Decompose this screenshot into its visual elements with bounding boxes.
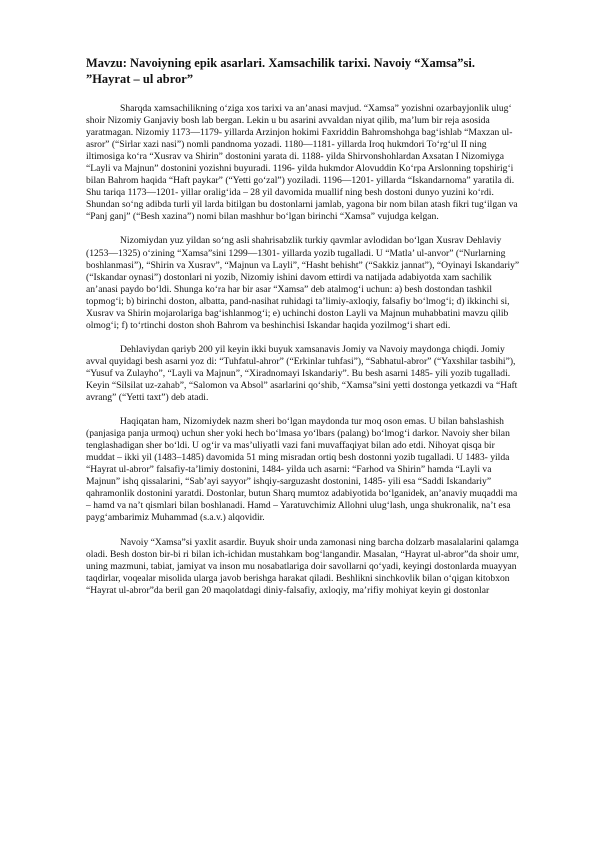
paragraph: Haqiqatan ham, Nizomiydek nazm sheri bo‘lgan maydonda tur moq oson emas. U bilan bahslashish (panjasiga panja urmoq) uchun sher yoki hech bo‘lmasa yo‘lbars (palang) bo‘lmog‘i darkor. Navoiy sher bilan tenglashadigan sher bo‘ldi. U og‘ir va mas’uliyatli vazi fani muvaffaqiyat bilan ado etdi. Nihoyat qisqa bir muddat – ikki yil (1483–1485) davomida 51 ming misradan ortiq besh dostonni yozib tugalladi. U 1483- yilda “Hayrat ul-abror” falsafiy-ta’limiy dostonini, 1484- yilda uch asarni: “Farhod va Shirin” hamda “Layli va Majnun” ishq qissalarini, “Sab’ayi sayyor” ishqiy-sarguzasht dostonini, 1485- yili esa “Saddi Iskandariy” qahramonlik dostonini yaratdi. Dostonlar, butun Sharq mumtoz adabiyotida bo‘lganidek, an’anaviy muqaddi ma – hamd va na’t qismlari bilan boshlanadi. Hamd – Yaratuvchimiz Allohni ulug‘lash, unga shukronalik, na’t esa payg‘ambarimiz Muhammad (s.a.v.) alqovidir. [86,416,518,524]
document-page [86,56,522,609]
document-title: Mavzu: Navoiyning epik asarlari. Xamsachilik tarixi. Navoiy “Xamsa”si. ”Hayrat – ul abror” [86,56,475,86]
paragraph: Dehlaviydan qariyb 200 yil keyin ikki buyuk xamsanavis Jomiy va Navoiy maydonga chiqdi. Jomiy avval quyidagi besh asarni yoz di: “Tuhfatul-ahror” (“Erkinlar tuhfasi”), “Sabhatul-abror” (“Yaxshilar tasbihi”), “Yusuf va Zulayho”, “Layli va Majnun”, “Xiradnomayi Iskandariy”. Bu besh asarni 1485- yili yozib tugalladi. Keyin “Silsilat uz-zahab”, “Salomon va Absol” asarlarini qo‘shib, “Xamsa”sini yetti dostonga yetkazdi va “Haft avrang” (“Yetti taxt”) deb atadi. [86,343,518,404]
paragraph: Navoiy “Xamsa”si yaxlit asardir. Buyuk shoir unda zamonasi ning barcha dolzarb masalalarini qalamga oladi. Besh doston bir-bi ri bilan ich-ichidan mustahkam bog‘langandir. Masalan, “Hayrat ul-abror”da shoir umr, uning mazmuni, tabiat, jamiyat va inson mu nosabatlariga doir savollarni qo‘yadi, keyingi dostonlarda muayyan taqdirlar, voqealar misolida ularga javob berishga harakat qiladi. Beshlikni sinchkovlik bilan o‘qigan kitobxon “Hayrat ul-abror”da beril gan 20 maqolatdagi diniy-falsafiy, axloqiy, ma’rifiy mohiyat keyin gi dostonlar [86,536,519,596]
paragraph: Nizomiydan yuz yildan so‘ng asli shahrisabzlik turkiy qavmlar avlodidan bo‘lgan Xusrav Dehlaviy (1253—1325) o‘zining “Xamsa”sini 1299—1301- yillarda yozib tugalladi. U “Matla’ ul-anvor” (“Nurlarning boshlanmasi”), “Shirin va Xusrav”, “Majnun va Layli”, “Hasht behisht” (“Sakkiz jannat”), “Oyinayi Iskandariy” (“Iskandar oynasi”) dostonlari ni yozib, Nizomiy ishini davom ettirdi va natijada adabiyotda xam sachilik an’anasi paydo bo‘ldi. Shunga ko‘ra har bir asar “Xamsa” deb atalmog‘i uchun: a) besh dostondan tashkil topmog‘i; b) birinchi doston, albatta, pand-nasihat ruhidagi ta’limiy-axloqiy, falsafiy bo‘lmog‘i; d) ikkinchi si, Xusrav va Shirin mojarolariga bag‘ishlanmog‘i; e) uchinchi doston Layli va Majnun muhabbatini mavzu qilib olmog‘i; f) to‘rtinchi doston shoh Bahrom va beshinchisi Iskandar haqida yozilmog‘i shart edi. [86,235,520,331]
paragraph: Sharqda xamsachilikning o‘ziga xos tarixi va an’anasi mavjud. “Xamsa” yozishni ozarbayjonlik ulug‘ shoir Nizomiy Ganjaviy bosh lab bergan. Lekin u bu asarini avvaldan niyat qilib, ma’lum bir reja asosida yaratmagan. Nizomiy 1173—1179- yillarda Arzinjon hokimi Faxriddin Bahromshohga bag‘ishlab “Maxzan ul-asror” (“Sirlar xazi nasi”) nomli pandnoma yozadi. 1180—1181- yillarda Iroq hukmdori To‘rg‘ul II ning iltimosiga ko‘ra “Xusrav va Shirin” dostonini yarata di. 1188- yilda Shirvonshohlardan Axsatan I Nizomiyga “Layli va Majnun” dostonini yozishni buyuradi. 1196- yilda hukmdor Alovuddin Ko‘rpa Arslonning topshirig‘i bilan Bahrom haqida “Haft paykar” (“Yetti go‘zal”) yoziladi. 1196—1201- yillarda “Iskandarnoma” yaratila di. Shu tariqa 1173—1201- yillar oralig‘ida – 28 yil davomida muallif ning besh dostoni dunyo yuzini ko‘rdi. Shundan so‘ng adibda turli yil larda bitilgan bu dostonlarni jamlab, yagona bir nom bilan atash fikri tug‘ilgan va “Panj ganj” (“Besh xazina”) nomi bilan mashhur bo‘lgan birinchi “Xamsa” vujudga kelgan. [86,103,518,223]
